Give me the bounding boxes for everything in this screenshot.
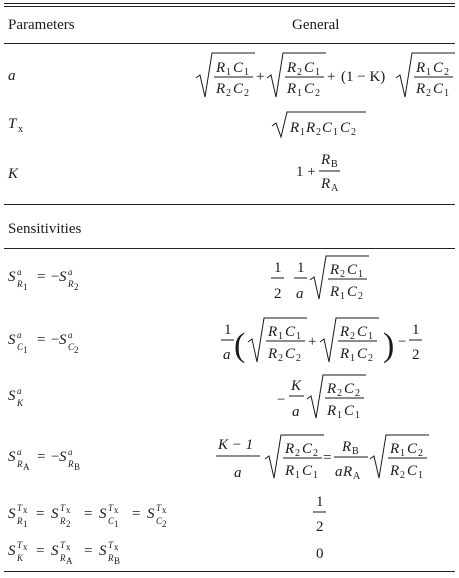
svg-text:C: C [233,81,244,97]
svg-text:C: C [357,346,368,362]
svg-text:S: S [8,449,16,465]
svg-text:R: R [287,81,297,97]
svg-text:−: − [51,332,60,348]
svg-text:C: C [285,324,296,340]
svg-text:T: T [156,503,162,513]
svg-text:R: R [68,279,74,289]
svg-text:R: R [330,262,340,278]
svg-text:C: C [302,463,313,479]
svg-text:A: A [353,471,361,482]
svg-text:R: R [285,441,295,457]
svg-text:C: C [17,342,24,352]
svg-text:S: S [59,332,67,348]
svg-text:C: C [407,441,418,457]
svg-text:C: C [407,463,418,479]
svg-text:C: C [347,262,358,278]
svg-text:1: 1 [295,470,300,481]
svg-text:1: 1 [297,260,305,276]
svg-text:a: a [17,330,22,340]
svg-text:T: T [108,540,114,550]
sensitivities-header: Sensitivities [8,221,82,237]
svg-text:R: R [108,553,114,563]
svg-text:1 +: 1 + [296,164,316,180]
svg-text:C: C [322,120,333,136]
svg-text:K − 1: K − 1 [218,437,254,453]
svg-text:2: 2 [316,127,321,138]
sens-value-a-ra [216,435,429,482]
svg-text:−: − [277,392,286,408]
svg-text:R: R [416,60,426,76]
svg-text:R: R [285,463,295,479]
svg-text:S: S [147,506,155,522]
svg-text:C: C [433,81,444,97]
svg-text:1: 1 [358,269,363,280]
svg-text:R: R [390,441,400,457]
svg-text:1: 1 [444,88,449,99]
svg-text:T: T [108,503,114,513]
svg-text:2: 2 [355,388,360,399]
svg-text:R: R [330,284,340,300]
svg-text:C: C [433,60,444,76]
sens-lhs-a-r1 [8,267,79,292]
svg-text:B: B [74,462,81,472]
svg-text:C: C [233,60,244,76]
svg-text:C: C [156,516,163,526]
svg-text:2: 2 [418,448,423,459]
svg-text:+: + [256,69,265,85]
svg-text:x: x [66,542,71,552]
svg-text:1: 1 [355,410,360,421]
svg-text:R: R [287,60,297,76]
parameters-header: Parameters [8,17,75,33]
svg-text:2: 2 [74,282,79,292]
svg-text:C: C [302,441,313,457]
svg-text:1: 1 [313,470,318,481]
svg-text:2: 2 [296,353,301,364]
svg-text:R: R [416,81,426,97]
svg-text:1: 1 [224,322,232,338]
svg-text:+: + [327,69,336,85]
svg-text:S: S [59,269,67,285]
svg-text:2: 2 [316,519,324,535]
svg-text:S: S [8,388,16,404]
svg-text:R: R [216,60,226,76]
svg-text:T: T [17,540,23,550]
svg-text:2: 2 [351,127,356,138]
svg-text:S: S [59,449,67,465]
sens-lhs-a-c1 [8,330,79,355]
svg-text:=: = [37,332,46,348]
svg-text:x: x [23,542,28,552]
svg-text:2: 2 [244,88,249,99]
sens-value-tx-k: 0 [316,546,324,562]
sens-lhs-a-ra [8,447,80,472]
svg-text:R: R [290,120,300,136]
svg-text:2: 2 [295,448,300,459]
svg-text:2: 2 [412,347,420,363]
param-a-symbol: a [8,68,16,84]
param-k-symbol: K [8,166,19,182]
svg-text:1: 1 [418,470,423,481]
svg-text:R: R [321,152,331,168]
svg-text:=: = [36,506,45,522]
svg-text:a: a [292,404,300,420]
svg-text:x: x [162,505,167,515]
svg-text:R: R [17,516,23,526]
svg-text:R: R [60,516,66,526]
svg-text:R: R [327,381,337,397]
svg-text:C: C [304,81,315,97]
svg-text:=: = [37,449,46,465]
svg-text:1: 1 [297,88,302,99]
frac-r1c1-r2c2 [214,60,253,99]
svg-text:C: C [68,342,75,352]
svg-text:(: ( [234,327,246,364]
sens-lhs-a-k [8,386,24,408]
svg-text:1: 1 [23,519,28,529]
one-minus-k: (1 − K) [341,69,386,85]
svg-text:x: x [18,124,23,135]
svg-text:=: = [84,506,93,522]
svg-text:2: 2 [426,88,431,99]
svg-text:R: R [268,324,278,340]
svg-text:a: a [335,464,343,480]
svg-text:1: 1 [23,345,28,355]
svg-text:2: 2 [400,470,405,481]
svg-text:R: R [342,439,352,455]
svg-text:C: C [344,403,355,419]
svg-text:S: S [51,506,59,522]
svg-text:R: R [343,464,353,480]
svg-text:S: S [51,543,59,559]
svg-text:S: S [99,543,107,559]
svg-text:1: 1 [316,494,324,510]
svg-text:T: T [8,116,17,132]
sens-lhs-tx-rc [8,503,167,529]
svg-text:a: a [234,465,242,481]
svg-text:S: S [99,506,107,522]
svg-text:a: a [68,267,73,277]
svg-text:2: 2 [368,353,373,364]
general-header: General [292,17,340,33]
svg-text:B: B [114,556,121,566]
svg-text:S: S [8,543,16,559]
svg-text:A: A [23,462,30,472]
svg-text:C: C [304,60,315,76]
svg-text:−: − [51,449,60,465]
svg-text:2: 2 [162,519,167,529]
svg-text:T: T [17,503,23,513]
svg-text:2: 2 [340,269,345,280]
svg-text:1: 1 [412,322,420,338]
svg-text:1: 1 [296,331,301,342]
sens-value-a-r1 [271,256,369,302]
svg-text:a: a [17,386,22,396]
svg-text:R: R [17,279,23,289]
svg-text:R: R [60,553,66,563]
svg-text:R: R [340,346,350,362]
svg-text:1: 1 [244,67,249,78]
svg-text:R: R [68,459,74,469]
sens-lhs-tx-k [8,540,120,566]
svg-text:C: C [347,284,358,300]
svg-text:2: 2 [337,388,342,399]
frac-r2c1-r1c2 [285,60,324,99]
svg-text:2: 2 [315,88,320,99]
frac-r1c2-r2c1 [414,60,453,99]
svg-text:B: B [352,446,359,457]
svg-text:): ) [383,327,395,364]
svg-text:1: 1 [350,353,355,364]
svg-text:1: 1 [426,67,431,78]
svg-text:C: C [108,516,115,526]
svg-text:R: R [216,81,226,97]
svg-text:2: 2 [358,291,363,302]
svg-text:2: 2 [350,331,355,342]
svg-text:R: R [327,403,337,419]
svg-text:R: R [340,324,350,340]
svg-text:−: − [398,334,407,350]
svg-text:K: K [17,398,24,408]
svg-text:K: K [291,378,302,394]
svg-text:=: = [323,450,332,466]
svg-text:2: 2 [278,353,283,364]
svg-text:x: x [23,505,28,515]
svg-text:1: 1 [333,127,338,138]
svg-text:a: a [296,286,304,302]
svg-text:2: 2 [297,67,302,78]
svg-text:+: + [308,334,317,350]
svg-text:R: R [268,346,278,362]
svg-text:x: x [114,542,119,552]
svg-text:2: 2 [444,67,449,78]
svg-text:2: 2 [313,448,318,459]
svg-text:2: 2 [226,88,231,99]
svg-text:S: S [8,506,16,522]
svg-text:a: a [68,447,73,457]
svg-text:1: 1 [337,410,342,421]
sens-value-tx-rc [313,494,326,535]
svg-text:=: = [84,543,93,559]
param-tx-symbol [8,116,23,135]
svg-text:C: C [344,381,355,397]
formula-k [296,152,340,194]
svg-text:R: R [321,176,331,192]
svg-text:1: 1 [23,282,28,292]
svg-text:S: S [8,332,16,348]
svg-text:−: − [51,269,60,285]
svg-text:1: 1 [368,331,373,342]
sens-value-a-k [277,375,366,421]
svg-text:=: = [132,506,141,522]
svg-text:R: R [390,463,400,479]
svg-text:2: 2 [74,345,79,355]
svg-text:R: R [17,459,23,469]
svg-text:K: K [17,553,24,563]
svg-text:1: 1 [278,331,283,342]
svg-text:a: a [68,330,73,340]
formula-tx [272,112,366,138]
svg-text:S: S [8,269,16,285]
svg-text:1: 1 [315,67,320,78]
svg-text:2: 2 [274,286,282,302]
svg-text:A: A [331,183,339,194]
svg-text:A: A [66,556,73,566]
svg-text:a: a [223,347,231,363]
formula-a [196,53,455,99]
svg-text:a: a [17,447,22,457]
svg-text:1: 1 [400,448,405,459]
svg-text:C: C [285,346,296,362]
svg-text:T: T [60,540,66,550]
svg-text:=: = [36,543,45,559]
svg-text:C: C [340,120,351,136]
svg-text:1: 1 [114,519,119,529]
svg-text:1: 1 [274,260,282,276]
svg-text:1: 1 [340,291,345,302]
svg-text:B: B [331,159,338,170]
svg-text:a: a [17,267,22,277]
svg-text:R: R [306,120,316,136]
svg-text:=: = [37,269,46,285]
svg-text:x: x [66,505,71,515]
sens-value-a-c1 [221,318,422,364]
svg-text:T: T [60,503,66,513]
svg-text:1: 1 [300,127,305,138]
svg-text:1: 1 [226,67,231,78]
svg-text:C: C [357,324,368,340]
svg-text:x: x [114,505,119,515]
svg-text:2: 2 [66,519,71,529]
